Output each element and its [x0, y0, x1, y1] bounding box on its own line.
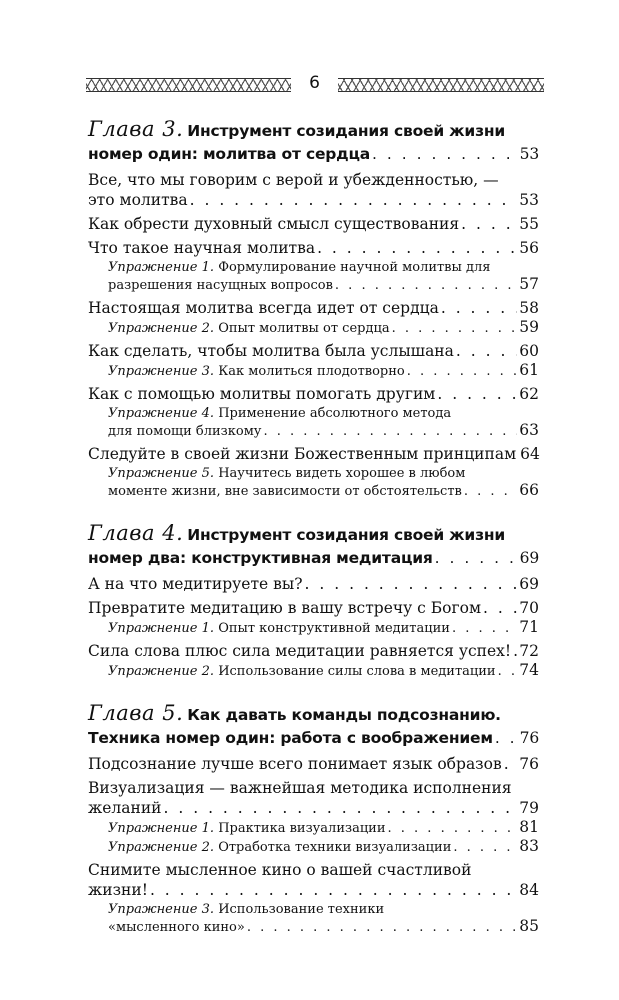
toc-line	[88, 727, 539, 750]
page-ref: 59	[519, 318, 539, 336]
toc-section	[88, 778, 539, 818]
toc-line	[88, 214, 539, 234]
page-ref: 76	[519, 755, 539, 773]
dot-leader	[305, 574, 518, 594]
exercise-label: Упражнение 1.	[108, 260, 215, 275]
page-ref: 66	[519, 481, 539, 499]
entry-text: Как сделать, чтобы молитва была услышана	[88, 342, 454, 360]
exercise-label: Упражнение 4.	[108, 406, 215, 421]
toc-line	[108, 838, 539, 856]
toc-exercise	[88, 662, 539, 680]
entry-text	[108, 663, 496, 680]
page-ref: 83	[519, 837, 539, 855]
toc-section	[88, 641, 539, 661]
page-ref: 74	[519, 661, 539, 679]
dot-leader	[150, 880, 517, 900]
dot-leader	[495, 727, 518, 750]
dot-leader	[441, 298, 517, 318]
toc-line	[88, 880, 539, 900]
toc-exercise	[88, 838, 539, 856]
exercise-title: Опыт конструктивной медитации	[218, 621, 450, 636]
chapter-block	[88, 118, 539, 500]
dot-leader	[164, 798, 518, 818]
chapter-title	[88, 118, 539, 166]
chapter-title	[88, 522, 539, 570]
toc-line	[108, 276, 539, 294]
exercise-label: Упражнение 3.	[108, 364, 215, 379]
chapter-label: Глава 5.	[88, 701, 184, 725]
entry-text: Как с помощью молитвы помогать другим	[88, 385, 436, 403]
toc-section	[88, 298, 539, 318]
page-number: 6	[309, 73, 320, 93]
page-ref: 79	[519, 799, 539, 817]
page-ref: 53	[519, 145, 539, 163]
entry-line: Визуализация — важнейшая методика исполнения	[88, 779, 512, 797]
exercise-title: Опыт молитвы от сердца	[218, 321, 390, 336]
toc-section	[88, 214, 539, 234]
dot-leader	[452, 620, 517, 637]
ornament-right	[338, 78, 544, 92]
page-ref: 69	[519, 549, 539, 567]
toc-exercise	[88, 362, 539, 380]
dot-leader	[453, 839, 517, 856]
dot-leader	[435, 547, 518, 570]
page-header	[86, 74, 544, 96]
dot-leader	[335, 277, 517, 294]
page-ref: 70	[519, 599, 539, 617]
entry-text: жизни!	[88, 881, 148, 899]
entry-text: «мысленного кино»	[108, 920, 245, 935]
toc-section	[88, 860, 539, 900]
exercise-label: Упражнение 2.	[108, 321, 215, 336]
dot-leader	[513, 641, 517, 661]
exercise-title: Использование силы слова в медитации	[218, 664, 496, 679]
entry-text: Как обрести духовный смысл существования	[88, 215, 460, 233]
exercise-title: Научитесь видеть хорошее в любом	[218, 466, 466, 481]
chapter-block	[88, 522, 539, 680]
toc-line	[88, 190, 539, 210]
toc-line	[88, 598, 539, 618]
dot-leader	[407, 363, 518, 380]
dot-leader	[456, 341, 517, 361]
entry-text: А на что медитируете вы?	[88, 575, 303, 593]
entry-text: Настоящая молитва всегда идет от сердца	[88, 299, 439, 317]
toc-exercise	[88, 901, 539, 936]
entry-text: Что такое научная молитва	[88, 239, 316, 257]
toc-line	[88, 444, 539, 464]
chapter-block	[88, 702, 539, 936]
chapter-label: Глава 3.	[88, 117, 184, 141]
toc-line	[88, 574, 539, 594]
toc-line	[108, 422, 539, 440]
entry-text: Сила слова плюс сила медитации равняется успех!	[88, 642, 512, 660]
page-ref: 62	[519, 385, 539, 403]
entry-text: номер один: молитва от сердца	[88, 145, 371, 163]
toc-line	[108, 662, 539, 680]
chapter-label: Глава 4.	[88, 521, 184, 545]
dot-leader	[372, 143, 518, 166]
dot-leader	[190, 190, 518, 210]
dot-leader	[247, 919, 517, 936]
page-ref: 72	[519, 642, 539, 660]
toc-line	[88, 298, 539, 318]
page-ref: 53	[519, 191, 539, 209]
chapter-title-text: Как давать команды подсознанию.	[187, 706, 501, 724]
entry-text: Техника номер один: работа с воображением	[88, 729, 493, 747]
page-ref: 81	[519, 818, 539, 836]
chapter-title	[88, 702, 539, 750]
dot-leader	[388, 820, 518, 837]
toc-section	[88, 444, 539, 464]
page-ref: 57	[519, 275, 539, 293]
exercise-title: Использование техники	[218, 902, 385, 917]
exercise-label: Упражнение 1.	[108, 821, 215, 836]
toc-line	[108, 619, 539, 637]
toc-line	[88, 641, 539, 661]
toc-line	[88, 238, 539, 258]
exercise-title: Применение абсолютного метода	[218, 406, 452, 421]
entry-text	[108, 839, 451, 856]
entry-line: Снимите мысленное кино о вашей счастливой	[88, 861, 472, 879]
toc-section	[88, 238, 539, 258]
page-ref: 69	[519, 575, 539, 593]
page-ref: 61	[519, 361, 539, 379]
toc-line	[88, 754, 539, 774]
chapter-title-line	[88, 118, 539, 143]
page-ref: 71	[519, 618, 539, 636]
toc-line	[88, 547, 539, 570]
ornament-left	[86, 78, 291, 92]
exercise-title: Отработка техники визуализации	[218, 840, 452, 855]
toc-line	[108, 362, 539, 380]
exercise-title: Практика визуализации	[218, 821, 386, 836]
table-of-contents	[88, 118, 539, 958]
entry-text: номер два: конструктивная медитация	[88, 549, 433, 567]
toc-exercise	[88, 405, 539, 440]
chapter-title-line	[88, 702, 539, 727]
exercise-first-line	[108, 405, 539, 422]
dot-leader	[437, 384, 517, 404]
toc-line	[108, 319, 539, 337]
exercise-title: Формулирование научной молитвы для	[218, 260, 491, 275]
entry-text: Превратите медитацию в вашу встречу с Богом	[88, 599, 482, 617]
entry-text: разрешения насущных вопросов	[108, 278, 333, 293]
toc-line	[88, 143, 539, 166]
exercise-first-line	[108, 901, 539, 918]
chapter-title-text: Инструмент созидания своей жизни	[187, 526, 506, 544]
toc-section	[88, 598, 539, 618]
entry-text: моменте жизни, вне зависимости от обстоятельств	[108, 484, 462, 499]
dot-leader	[461, 214, 517, 234]
entry-text	[108, 363, 405, 380]
toc-line	[88, 341, 539, 361]
toc-section	[88, 341, 539, 361]
page-ref: 76	[519, 729, 539, 747]
entry-text	[108, 320, 390, 337]
page-ref: 56	[519, 239, 539, 257]
entry-text	[108, 820, 386, 837]
toc-exercise	[88, 259, 539, 294]
entry-text: это молитва	[88, 191, 188, 209]
exercise-title: Как молиться плодотворно	[218, 364, 405, 379]
page-ref: 85	[519, 917, 539, 935]
toc-line	[108, 819, 539, 837]
exercise-label: Упражнение 5.	[108, 466, 215, 481]
entry-text: желаний	[88, 799, 162, 817]
page-ref: 84	[519, 881, 539, 899]
toc-line	[88, 798, 539, 818]
dot-leader	[504, 754, 518, 774]
page-ref: 63	[519, 421, 539, 439]
dot-leader	[317, 238, 517, 258]
toc-exercise	[88, 619, 539, 637]
toc-section	[88, 574, 539, 594]
chapter-title-line	[88, 522, 539, 547]
dot-leader	[263, 423, 517, 440]
entry-line: Все, что мы говорим с верой и убежденностью, —	[88, 171, 499, 189]
entry-text: Подсознание лучше всего понимает язык образов	[88, 755, 502, 773]
toc-section	[88, 170, 539, 210]
toc-line	[88, 384, 539, 404]
dot-leader	[483, 598, 517, 618]
toc-exercise	[88, 319, 539, 337]
page-ref: 64	[520, 445, 540, 463]
exercise-first-line	[108, 465, 539, 482]
page-ref: 55	[519, 215, 539, 233]
page-ref: 60	[519, 342, 539, 360]
chapter-title-text: Инструмент созидания своей жизни	[187, 122, 506, 140]
page-ref: 58	[519, 299, 539, 317]
entry-text: для помощи близкому	[108, 424, 262, 439]
exercise-label: Упражнение 2.	[108, 664, 215, 679]
entry-text: Следуйте в своей жизни Божественным принципам	[88, 445, 517, 463]
toc-line	[108, 918, 539, 936]
toc-exercise	[88, 819, 539, 837]
dot-leader	[498, 663, 518, 680]
entry-text	[108, 620, 450, 637]
toc-section	[88, 384, 539, 404]
exercise-label: Упражнение 3.	[108, 902, 215, 917]
toc-line	[108, 482, 539, 500]
exercise-label: Упражнение 1.	[108, 621, 215, 636]
toc-section	[88, 754, 539, 774]
dot-leader	[464, 483, 517, 500]
exercise-label: Упражнение 2.	[108, 840, 215, 855]
dot-leader	[392, 320, 518, 337]
exercise-first-line	[108, 259, 539, 276]
toc-exercise	[88, 465, 539, 500]
